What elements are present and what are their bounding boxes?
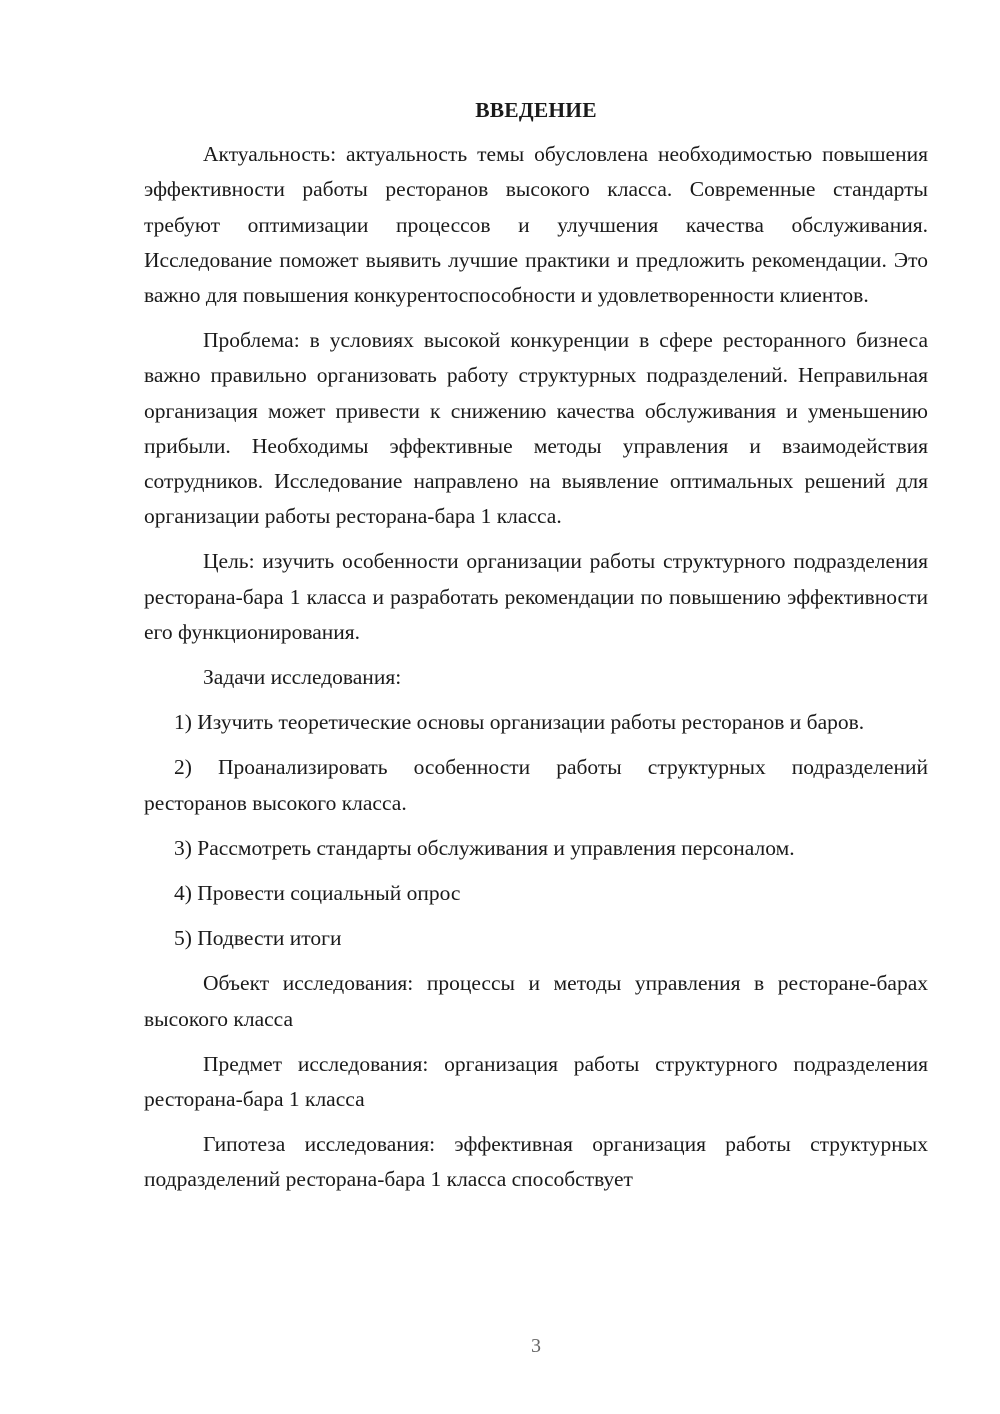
subject-paragraph: Предмет исследования: организация работы структурного подразделения ресторана-бара 1 класса xyxy=(144,1051,928,1112)
task-item-2: 2) Проанализировать особенности работы структурных подразделений ресторанов высокого класса. xyxy=(144,755,928,815)
page-number: 3 xyxy=(531,1335,541,1357)
task-item-1: 1) Изучить теоретические основы организации работы ресторанов и баров. xyxy=(174,710,865,735)
document-body xyxy=(144,93,928,1198)
hypothesis-paragraph: Гипотеза исследования: эффективная организация работы структурных подразделений ресторана-бара 1 класса способствует xyxy=(144,1132,928,1192)
task-item-4: 4) Провести социальный опрос xyxy=(174,881,461,906)
object-paragraph: Объект исследования: процессы и методы управления в ресторане-барах высокого класса xyxy=(144,971,928,1031)
task-item-5: 5) Подвести итоги xyxy=(174,926,342,951)
tasks-heading: Задачи исследования: xyxy=(203,665,402,690)
section-heading: ВВЕДЕНИЕ xyxy=(475,98,597,122)
problem-paragraph: Проблема: в условиях высокой конкуренции в сфере ресторанного бизнеса важно правильно организовать работу структурных подразделений. Неправильная организация может привести к снижению качества обслуживания и уменьшению прибыли. Необходимы эффективные методы управления и взаимодействия сотрудников. Исследование направлено на выявление оптимальных решений для организации работы ресторана-бара 1 класса. xyxy=(144,328,928,529)
relevance-paragraph: Актуальность: актуальность темы обусловлена необходимостью повышения эффективности работы ресторанов высокого класса. Современные стандарты требуют оптимизации процессов и улучшения качества обслуживания. Исследование поможет выявить лучшие практики и предложить рекомендации. Это важно для повышения конкурентоспособности и удовлетворенности клиентов. xyxy=(144,142,928,308)
task-item-3: 3) Рассмотреть стандарты обслуживания и управления персоналом. xyxy=(174,835,795,860)
goal-paragraph: Цель: изучить особенности организации работы структурного подразделения ресторана-бара 1 класса и разработать рекомендации по повышению эффективности его функционирования. xyxy=(144,549,928,644)
